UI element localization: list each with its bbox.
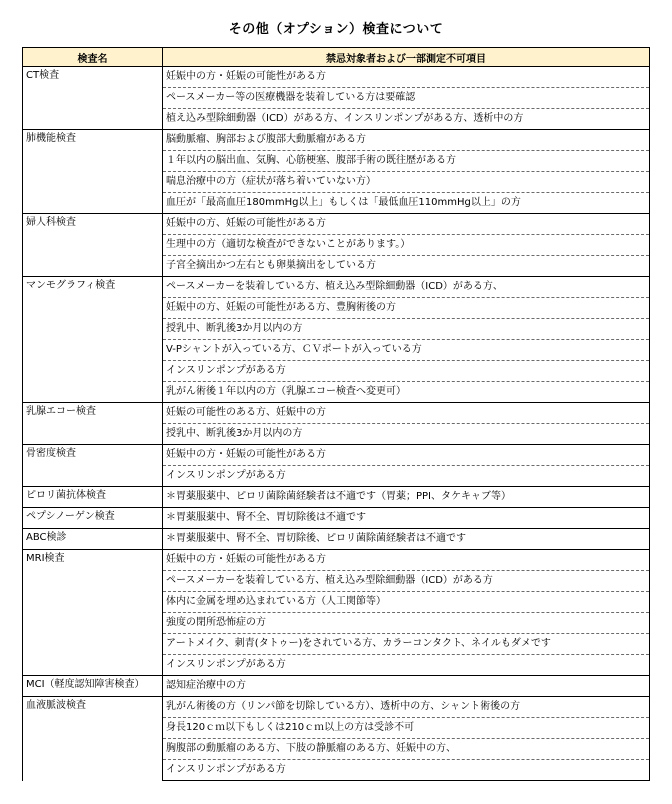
table-row — [23, 214, 650, 235]
contraindication-cell: ＊胃薬服薬中、腎不全、胃切除後は不適です — [163, 508, 650, 529]
contraindication-cell: インスリンポンプがある方 — [163, 361, 650, 382]
contraindication-cell: ペースメーカーを装着している方、植え込み型除細動器（ICD）がある方、 — [163, 277, 650, 298]
table-row — [23, 697, 650, 718]
contraindication-cell: 妊娠中の方、妊娠の可能性がある方 — [163, 214, 650, 235]
table-row — [23, 550, 650, 571]
table-row — [23, 67, 650, 88]
contraindication-cell: 授乳中、断乳後3か月以内の方 — [163, 319, 650, 340]
contraindication-cell: 妊娠中の方・妊娠の可能性がある方 — [163, 67, 650, 88]
exam-name-cell: ピロリ菌抗体検査 — [23, 487, 163, 508]
contraindication-cell: ＊胃薬服薬中、腎不全、胃切除後、ピロリ菌除菌経験者は不適です — [163, 529, 650, 550]
table-row — [23, 529, 650, 550]
contraindication-cell: ペースメーカーを装着している方、植え込み型除細動器（ICD）がある方 — [163, 571, 650, 592]
contraindication-cell: 子宮全摘出かつ左右とも卵巣摘出をしている方 — [163, 256, 650, 277]
contraindication-cell: 喘息治療中の方（症状が落ち着いていない方） — [163, 172, 650, 193]
exam-name-cell: 乳腺エコー検査 — [23, 403, 163, 445]
contraindication-cell: 生理中の方（適切な検査ができないことがあります。） — [163, 235, 650, 256]
contraindication-cell: V-Pシャントが入っている方、ＣＶポートが入っている方 — [163, 340, 650, 361]
contraindication-cell: インスリンポンプがある方 — [163, 466, 650, 487]
exam-name-cell: ペプシノーゲン検査 — [23, 508, 163, 529]
exam-name-cell: 血液脈波検査 — [23, 697, 163, 781]
contraindication-cell: 植え込み型除細動器（ICD）がある方、インスリンポンプがある方、透析中の方 — [163, 109, 650, 130]
contraindication-cell: 認知症治療中の方 — [163, 676, 650, 697]
contraindication-cell: 身長120ｃｍ以下もしくは210ｃｍ以上の方は受診不可 — [163, 718, 650, 739]
contraindication-cell: アートメイク、刺青(タトゥー)をされている方、カラーコンタクト、ネイルもダメです — [163, 634, 650, 655]
header-contraindications: 禁忌対象者および一部測定不可項目 — [163, 48, 650, 67]
contraindication-cell: 血圧が「最高血圧180mmHg以上」もしくは「最低血圧110mmHg以上」の方 — [163, 193, 650, 214]
table-body — [23, 67, 650, 781]
contraindication-cell: 授乳中、断乳後3か月以内の方 — [163, 424, 650, 445]
contraindication-cell: 妊娠の可能性のある方、妊娠中の方 — [163, 403, 650, 424]
contraindication-cell: 脳動脈瘤、胸部および腹部大動脈瘤がある方 — [163, 130, 650, 151]
exam-name-cell: 婦人科検査 — [23, 214, 163, 277]
contraindication-cell: 妊娠中の方・妊娠の可能性がある方 — [163, 550, 650, 571]
table-row — [23, 508, 650, 529]
contraindication-cell: 妊娠中の方、妊娠の可能性がある方、豊胸術後の方 — [163, 298, 650, 319]
exam-name-cell: MCI（軽度認知障害検査） — [23, 676, 163, 697]
contraindication-cell: 乳がん術後１年以内の方（乳腺エコー検査へ変更可） — [163, 382, 650, 403]
exam-name-cell: MRI検査 — [23, 550, 163, 676]
table-row — [23, 403, 650, 424]
table-row — [23, 130, 650, 151]
contraindication-cell: 強度の閉所恐怖症の方 — [163, 613, 650, 634]
contraindication-cell: 妊娠中の方・妊娠の可能性がある方 — [163, 445, 650, 466]
contraindication-cell: ＊胃薬服薬中、ピロリ菌除菌経験者は不適です（胃薬；PPI、タケキャブ等） — [163, 487, 650, 508]
table-row — [23, 277, 650, 298]
exam-name-cell: ABC検診 — [23, 529, 163, 550]
contraindication-cell: ペースメーカー等の医療機器を装着している方は要確認 — [163, 88, 650, 109]
table-row — [23, 676, 650, 697]
header-exam-name: 検査名 — [23, 48, 163, 67]
contraindication-cell: インスリンポンプがある方 — [163, 760, 650, 781]
exam-name-cell: 肺機能検査 — [23, 130, 163, 214]
exam-name-cell: CT検査 — [23, 67, 163, 130]
table-header-row — [23, 48, 650, 67]
exam-table — [22, 47, 650, 781]
contraindication-cell: インスリンポンプがある方 — [163, 655, 650, 676]
table-row — [23, 487, 650, 508]
exam-name-cell: マンモグラフィ検査 — [23, 277, 163, 403]
contraindication-cell: 胸腹部の動脈瘤のある方、下肢の静脈瘤のある方、妊娠中の方、 — [163, 739, 650, 760]
contraindication-cell: 乳がん術後の方（リンパ節を切除している方）、透析中の方、シャント術後の方 — [163, 697, 650, 718]
contraindication-cell: 体内に金属を埋め込まれている方（人工関節等） — [163, 592, 650, 613]
page-title: その他（オプション）検査について — [228, 22, 444, 37]
table-row — [23, 445, 650, 466]
exam-name-cell: 骨密度検査 — [23, 445, 163, 487]
contraindication-cell: １年以内の脳出血、気胸、心筋梗塞、腹部手術の既往歴がある方 — [163, 151, 650, 172]
